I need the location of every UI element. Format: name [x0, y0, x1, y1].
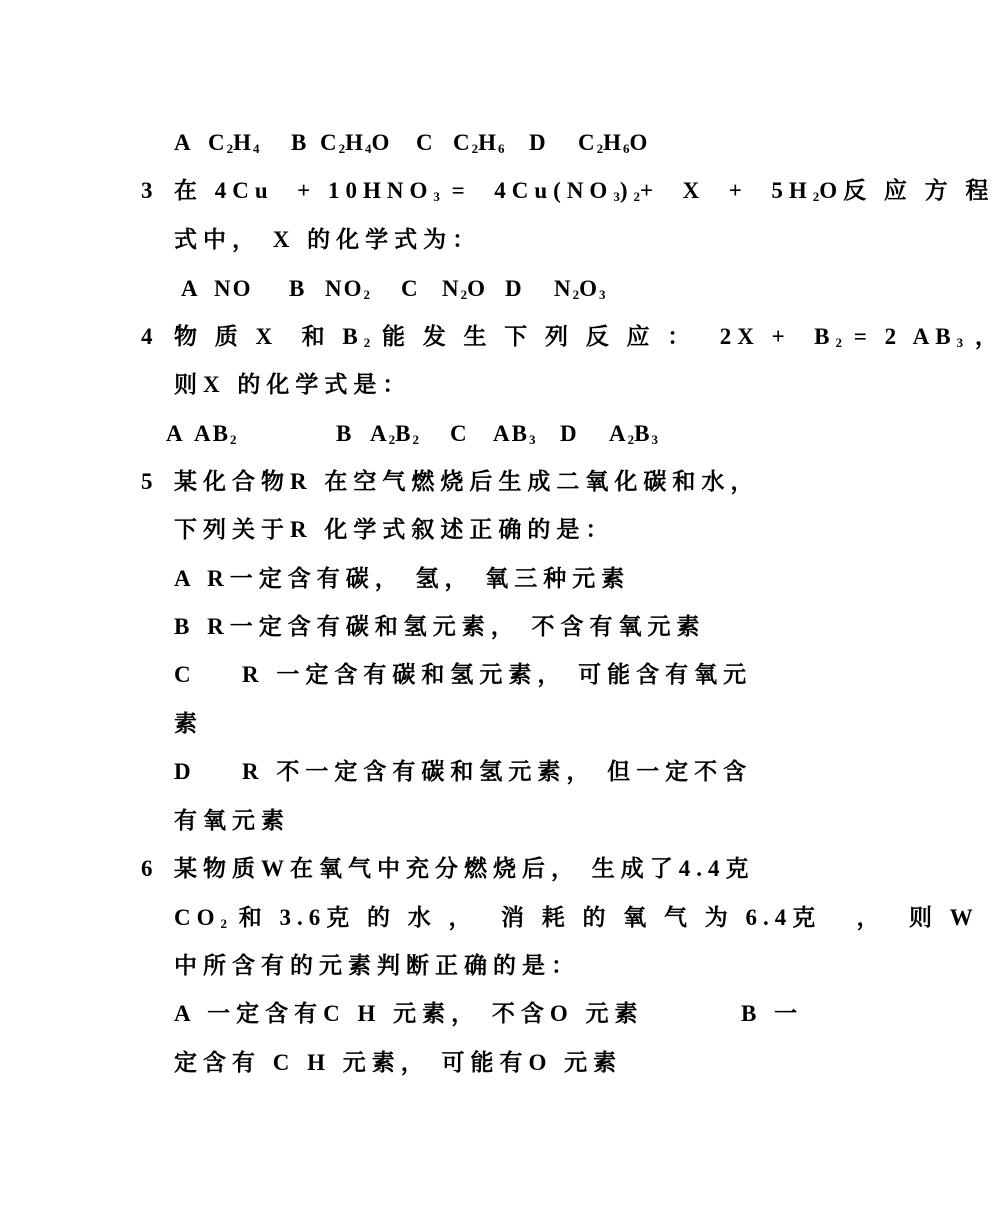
q4-option-c-label: C — [450, 421, 473, 446]
q4-option-b-label: B — [336, 421, 358, 446]
q4-option-d-label: D — [560, 421, 583, 446]
q6-stem-3: 中所含有的元素判断正确的是： — [174, 953, 580, 978]
q4-option-d-formula: $A_2B_3$ — [609, 421, 658, 447]
q6-number: 6 — [141, 856, 159, 881]
q2-option-b-formula: $C_2H_4O$ — [320, 130, 392, 156]
q4-option-a-label: A — [166, 421, 189, 446]
q2-option-a-formula: $C_2H_4$ — [208, 130, 260, 156]
q2-option-c-label: C — [416, 130, 439, 155]
q2-option-a-label: A — [174, 130, 197, 155]
q4-option-a-formula: $AB_2$ — [194, 421, 237, 447]
q5-stem-1: 某化合物R 在空气燃烧后生成二氧化碳和水， — [174, 469, 760, 494]
q3-option-d-label: D — [505, 276, 528, 301]
q3-number: 3 — [141, 178, 159, 203]
q6-option-b-start: B 一 — [741, 1001, 804, 1026]
q5-option-c-text-2: 素 — [174, 711, 203, 736]
q6-stem-2: $CO_2$ 和 3.6克 的 水 ， 消 耗 的 氧 气 为 6.4克 ， 则 W — [174, 905, 979, 931]
q2-option-b-label: B — [291, 130, 313, 155]
q3-option-c-label: C — [401, 276, 424, 301]
q5-option-c-text-1: R 一定含有碳和氢元素， 可能含有氧元 — [242, 662, 753, 687]
q4-option-b-formula: $A_2B_2$ — [370, 421, 419, 447]
q3-option-d-formula: $N_2O_3$ — [554, 276, 606, 302]
q4-number: 4 — [141, 324, 159, 349]
q3-stem-2: 式中， X 的化学式为： — [174, 227, 482, 252]
q5-option-d-text-1: R 不一定含有碳和氢元素， 但一定不含 — [242, 759, 753, 784]
q5-option-d-label: D — [174, 759, 197, 784]
q2-option-c-formula: $C_2H_6$ — [453, 130, 505, 156]
q3-option-b-formula: $NO_2$ — [325, 276, 370, 302]
q6-stem-1: 某物质W在氧气中充分燃烧后， 生成了4.4克 — [174, 856, 755, 881]
q6-option-b-text: 定含有 C H 元素， 可能有O 元素 — [174, 1050, 623, 1075]
q3-option-a-formula: NO — [214, 276, 253, 301]
q3-option-c-formula: $N_2O$ — [442, 276, 488, 302]
q5-option-b-text: B R一定含有碳和氢元素， 不含有氧元素 — [174, 614, 706, 639]
q6-option-a-text: A 一定含有C H 元素， 不含O 元素 — [174, 1001, 644, 1026]
q2-option-d-label: D — [529, 130, 552, 155]
q5-option-c-label: C — [174, 662, 197, 687]
q5-option-d-text-2: 有氧元素 — [174, 808, 290, 833]
q4-stem-1: 物 质 X 和 $B_2$ 能 发 生 下 列 反 应 ： $2X + B_2 = 2$ $AB_3$ ， — [174, 324, 1004, 350]
q3-option-a-label: A — [181, 276, 204, 301]
q3-option-b-label: B — [289, 276, 311, 301]
q4-option-c-formula: $AB_3$ — [493, 421, 536, 447]
q5-stem-2: 下列关于R 化学式叙述正确的是： — [174, 517, 615, 542]
q4-stem-2: 则X 的化学式是： — [174, 372, 412, 397]
q5-option-a-text: A R一定含有碳， 氢， 氧三种元素 — [174, 566, 631, 591]
q5-number: 5 — [141, 469, 159, 494]
q3-stem-1: 在 $4Cu + 10HNO_3 = 4Cu(NO_3)_2+ X + 5H_2O$反 应 方 程 — [174, 178, 995, 204]
q2-option-d-formula: $C_2H_6O$ — [578, 130, 650, 156]
